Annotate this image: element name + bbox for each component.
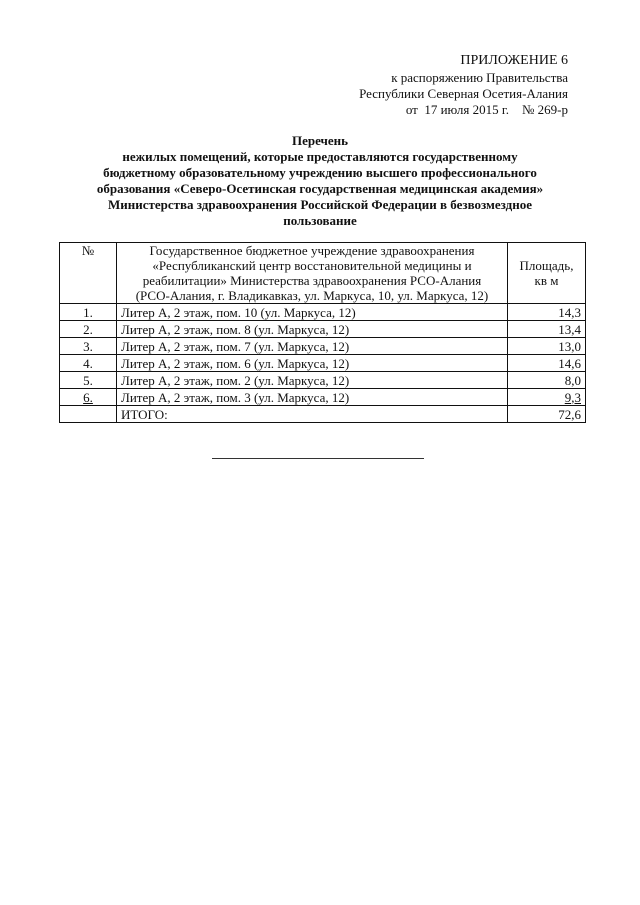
appendix-line-1: к распоряжению Правительства [391, 70, 568, 85]
table-header-row [60, 243, 586, 304]
table-row [60, 372, 586, 389]
row-premises: Литер А, 2 этаж, пом. 7 (ул. Маркуса, 12) [117, 338, 508, 355]
decree-date: 17 июля 2015 г. [424, 102, 510, 117]
row-area: 13,0 [508, 338, 586, 355]
row-number: 4. [60, 355, 117, 372]
row-area: 13,4 [508, 321, 586, 338]
table-total-row [60, 406, 586, 423]
row-number-text: 6. [83, 389, 93, 405]
decree-number: № 269-р [522, 102, 568, 117]
document-title [70, 133, 570, 229]
row-premises: Литер А, 2 этаж, пом. 8 (ул. Маркуса, 12) [117, 321, 508, 338]
row-number: 5. [60, 372, 117, 389]
header-area [508, 243, 586, 304]
header-institution-line: (РСО-Алания, г. Владикавказ, ул. Маркуса, 10, ул. Маркуса, 12) [135, 288, 489, 303]
table-row [60, 338, 586, 355]
title-line-2: бюджетному образовательному учреждению высшего профессионального [103, 165, 537, 180]
table-row [60, 304, 586, 321]
row-premises: Литер А, 2 этаж, пом. 6 (ул. Маркуса, 12) [117, 355, 508, 372]
title-line-4: Министерства здравоохранения Российской Федерации в безвозмездное [107, 197, 533, 212]
appendix-title: ПРИЛОЖЕНИЕ 6 [460, 53, 568, 68]
appendix-date-line [359, 102, 568, 118]
header-institution-line: реабилитации» Министерства здравоохранения РСО-Алания [142, 273, 482, 288]
total-number [60, 406, 117, 423]
header-institution-line: Государственное бюджетное учреждение здравоохранения [149, 243, 475, 258]
row-area: 14,6 [508, 355, 586, 372]
row-area: 8,0 [508, 372, 586, 389]
row-number: 2. [60, 321, 117, 338]
row-area-text: 9,3 [564, 389, 581, 405]
row-area: 14,3 [508, 304, 586, 321]
total-label: ИТОГО: [117, 406, 508, 423]
total-area: 72,6 [508, 406, 586, 423]
header-number: № [60, 243, 117, 304]
header-institution [117, 243, 508, 304]
date-prefix: от [405, 102, 418, 117]
title-line-1: нежилых помещений, которые предоставляются государственному [122, 149, 518, 164]
table-row [60, 321, 586, 338]
appendix-block [359, 52, 568, 118]
title-line-5: пользование [283, 213, 357, 228]
row-area [508, 389, 586, 406]
row-number: 1. [60, 304, 117, 321]
row-premises: Литер А, 2 этаж, пом. 10 (ул. Маркуса, 12) [117, 304, 508, 321]
header-institution-line: «Республиканский центр восстановительной медицины и [152, 258, 472, 273]
appendix-line-2: Республики Северная Осетия-Алания [359, 86, 568, 101]
title-line-3: образования «Северо-Осетинская государственная медицинская академия» [96, 181, 544, 196]
row-premises: Литер А, 2 этаж, пом. 3 (ул. Маркуса, 12) [117, 389, 508, 406]
table-row [60, 389, 586, 406]
row-premises: Литер А, 2 этаж, пом. 2 (ул. Маркуса, 12) [117, 372, 508, 389]
row-number [60, 389, 117, 406]
header-area-line-2: кв м [534, 273, 559, 288]
title-heading: Перечень [291, 133, 349, 148]
premises-table [59, 242, 586, 423]
table-row [60, 355, 586, 372]
header-area-line-1: Площадь, [519, 258, 574, 273]
row-number: 3. [60, 338, 117, 355]
closing-divider [212, 458, 424, 459]
